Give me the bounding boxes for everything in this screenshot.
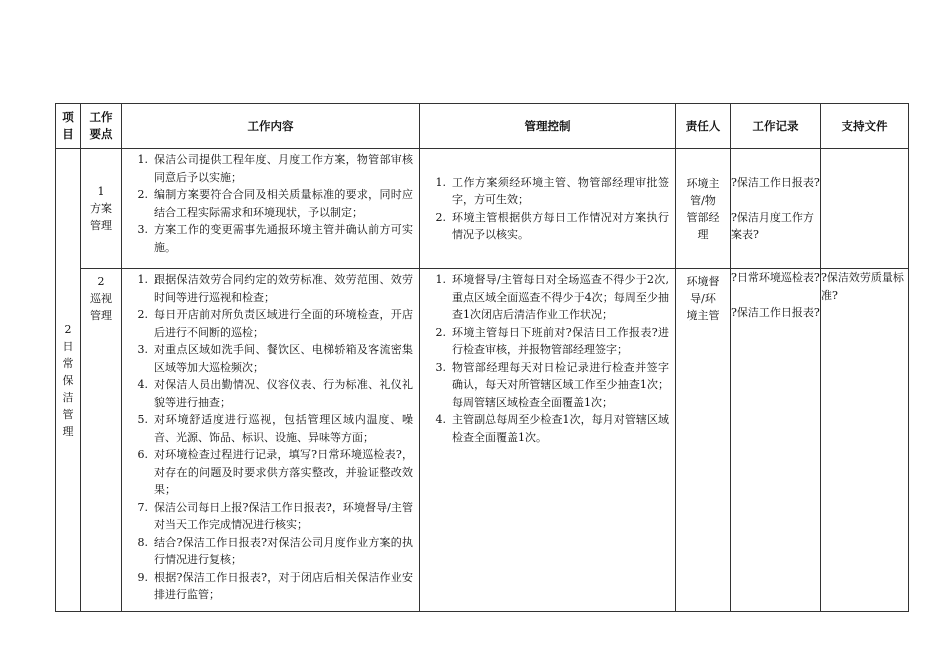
point-cell	[81, 269, 122, 612]
record-entry: ?保洁月度工作方案表?	[731, 210, 814, 241]
header-record: 工作记录	[731, 104, 821, 149]
owner-line: 境主管	[686, 309, 720, 322]
item-text: 方案工作的变更需事先通报环境主管并确认前方可实施。	[154, 223, 413, 254]
table-row	[56, 269, 909, 612]
list-item	[424, 271, 669, 324]
docs-cell: ?保洁效劳质量标准?	[821, 269, 909, 612]
list-item	[126, 306, 413, 341]
header-control: 管理控制	[420, 104, 676, 149]
item-char: 常	[62, 356, 74, 370]
header-point	[81, 104, 122, 149]
point-line: 方案	[90, 202, 112, 215]
point-line: 管理	[90, 219, 112, 232]
item-number: 5.	[137, 413, 148, 426]
list-item	[126, 569, 413, 604]
owner-cell	[676, 149, 731, 269]
item-number: 9.	[137, 570, 148, 584]
list-item	[424, 324, 669, 359]
item-char: 理	[62, 424, 74, 438]
item-number: 4.	[435, 413, 446, 426]
header-item-text: 项目	[62, 110, 74, 141]
item-number: 2.	[137, 188, 148, 201]
docs-cell	[821, 149, 909, 269]
item-text: 对保洁人员出勤情况、仪容仪表、行为标准、礼仪礼貌等进行抽查；	[154, 378, 413, 409]
header-docs: 支持文件	[821, 104, 909, 149]
list-item	[126, 499, 413, 534]
point-line: 巡视	[90, 292, 112, 305]
item-text: 根据?保洁工作日报表?，对于闭店后相关保洁作业安排进行监管；	[154, 570, 413, 601]
control-cell	[420, 149, 676, 269]
point-num: 2	[97, 275, 105, 288]
list-item	[126, 186, 413, 221]
work-table	[55, 103, 909, 612]
record-entry: ?日常环境巡检表?	[731, 271, 820, 284]
item-number: 3.	[137, 223, 148, 236]
item-text: 跟据保洁效劳合同约定的效劳标准、效劳范围、效劳时间等进行巡视和检查；	[154, 273, 413, 304]
item-number: 6.	[137, 448, 148, 461]
header-point-text: 工作要点	[89, 110, 113, 141]
list-item	[424, 209, 669, 244]
item-char: 保	[62, 373, 74, 387]
header-content: 工作内容	[122, 104, 420, 149]
list-item	[424, 411, 669, 446]
item-number: 7.	[137, 500, 148, 514]
item-text: 对环境检查过程进行记录，填写?日常环境巡检表?，对存在的问题及时要求供方落实整改，并验证整改效果；	[154, 448, 413, 496]
item-num: 2	[64, 322, 72, 336]
item-text: 环境主管根据供方每日工作情况对方案执行情况予以核实。	[452, 210, 669, 241]
list-item	[126, 341, 413, 376]
item-text: 环境主管每日下班前对?保洁日工作报表?进行检查审核，并报物管部经理签字；	[452, 325, 669, 356]
header-row	[56, 104, 909, 149]
item-number: 3.	[435, 360, 446, 374]
list-item	[126, 221, 413, 256]
item-text: 环境督导/主管每日对全场巡查不得少于2次,重点区域全面巡查不得少于4次；每周至少抽查1次闭店后清洁作业工作状况；	[452, 273, 669, 321]
item-text: 对环境舒适度进行巡视，包括管理区域内温度、噪音、光源、饰品、标识、设施、异味等方面；	[154, 413, 413, 444]
item-number: 1.	[137, 273, 148, 286]
header-item	[56, 104, 81, 149]
item-text: 物管部经理每天对日检记录进行检查并签字确认，每天对所管辖区域工作至少抽查1次；每周管辖区域检查全面覆盖1次；	[452, 360, 669, 409]
control-cell	[420, 269, 676, 612]
content-cell	[122, 149, 420, 269]
list-item	[424, 359, 669, 412]
item-text: 结合?保洁工作日报表?对保洁公司月度作业方案的执行情况进行复核；	[154, 535, 413, 566]
item-text: 每日开店前对所负责区域进行全面的环境检查，开店后进行不间断的巡检；	[154, 308, 413, 339]
record-entry: ?保洁工作日报表?	[731, 306, 820, 319]
item-number: 1.	[435, 273, 446, 286]
owner-line: 管/物	[690, 193, 716, 207]
record-entry: ?保洁工作日报表?	[731, 175, 820, 189]
item-number: 2.	[137, 308, 148, 321]
owner-line: 理	[697, 227, 709, 241]
list-item	[126, 411, 413, 446]
item-number: 8.	[137, 535, 148, 549]
record-cell	[731, 149, 821, 269]
owner-line: 导/环	[690, 292, 716, 305]
list-item	[126, 271, 413, 306]
owner-line: 环境主	[686, 176, 720, 190]
list-item	[126, 534, 413, 569]
table-row	[56, 149, 909, 269]
item-char: 管	[62, 407, 74, 421]
point-line: 管理	[90, 309, 112, 322]
item-text: 保洁公司提供工程年度、月度工作方案，物管部审核同意后予以实施；	[154, 153, 413, 184]
point-cell	[81, 149, 122, 269]
item-column-cell	[56, 149, 81, 612]
record-cell	[731, 269, 821, 612]
point-num: 1	[97, 185, 105, 198]
item-number: 2.	[435, 325, 446, 339]
list-item	[424, 174, 669, 209]
item-text: 保洁公司每日上报?保洁工作日报表?，环境督导/主管对当天工作完成情况进行核实；	[154, 500, 413, 531]
owner-cell	[676, 269, 731, 612]
list-item	[126, 151, 413, 186]
list-item	[126, 376, 413, 411]
item-text: 编制方案要符合合同及相关质量标准的要求，同时应结合工程实际需求和环境现状，予以制定；	[154, 188, 413, 219]
item-number: 1.	[435, 175, 446, 189]
item-char: 日	[62, 339, 74, 353]
item-number: 3.	[137, 343, 148, 356]
item-number: 2.	[435, 210, 446, 224]
list-item	[126, 446, 413, 499]
owner-line: 管部经	[686, 210, 720, 224]
content-cell	[122, 269, 420, 612]
item-text: 主管副总每周至少检查1次，每月对管辖区域检查全面覆盖1次。	[452, 413, 669, 444]
owner-line: 环境督	[686, 275, 720, 288]
item-text: 对重点区域如洗手间、餐饮区、电梯轿箱及客流密集区域等加大巡检频次；	[154, 343, 413, 374]
header-owner: 责任人	[676, 104, 731, 149]
item-number: 4.	[137, 378, 148, 391]
item-text: 工作方案须经环境主管、物管部经理审批签字，方可生效；	[452, 175, 669, 206]
item-char: 洁	[62, 390, 74, 404]
item-number: 1.	[137, 153, 148, 166]
